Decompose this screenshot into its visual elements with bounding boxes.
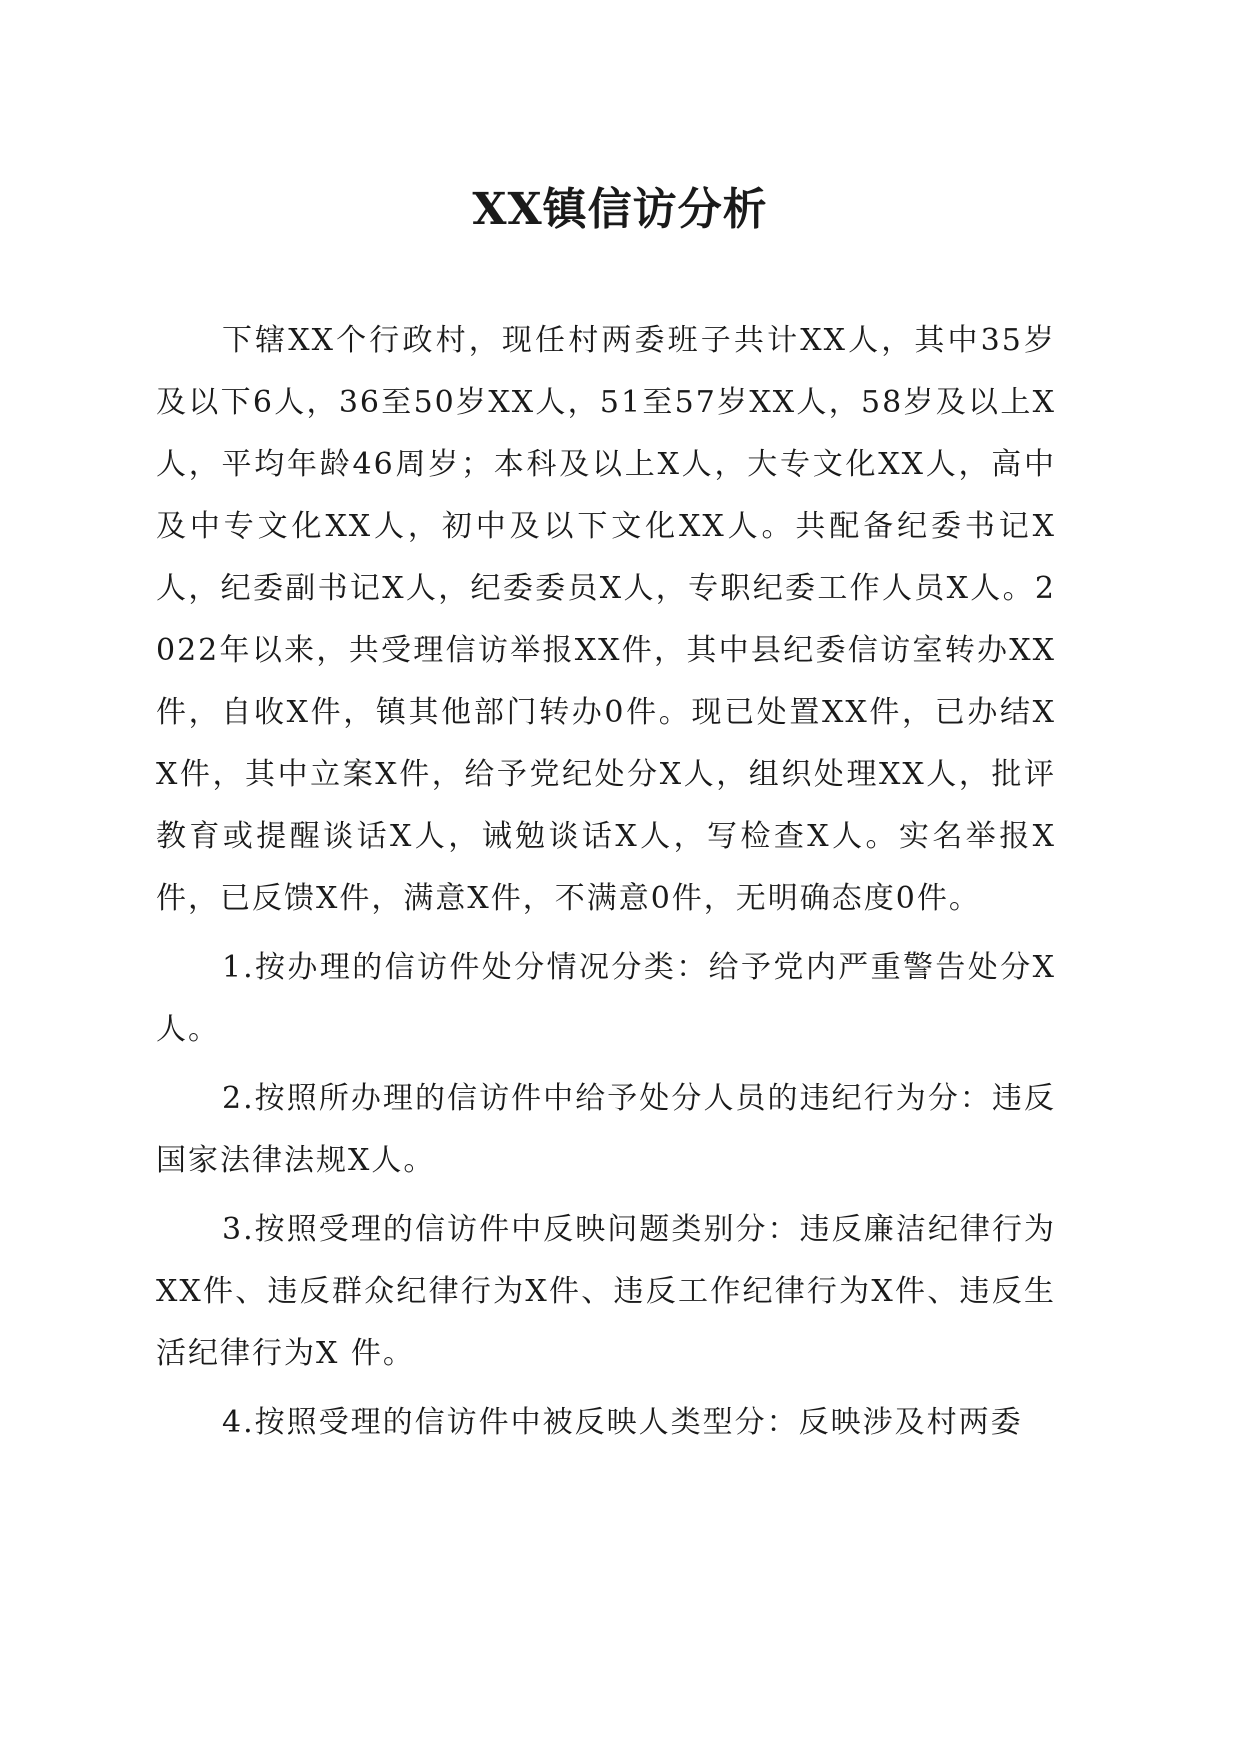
paragraph-item-1: 1.按办理的信访件处分情况分类：给予党内严重警告处分X人。 <box>156 950 1056 1047</box>
paragraph-overview: 下辖XX个行政村，现任村两委班子共计XX人，其中35岁及以下6人，36至50岁XX人，51至57岁XX人，58岁及以上X人，平均年龄46周岁；本科及以上X人，大专文化XX人，高中及中专文化XX人，初中及以下文化XX人。共配备纪委书记X人，纪委副书记X人，纪委委员X人，专职纪委工作人员X人。2022年以来，共受理信访举报XX件，其中县纪委信访室转办XX件，自收X件，镇其他部门转办0件。现已处置XX件，已办结XX件，其中立案X件，给予党纪处分X人，组织处理XX人，批评教育或提醒谈话X人，诫勉谈话X人，写检查X人。实名举报X件，已反馈X件，满意X件，不满意0件，无明确态度0件。 <box>156 323 1056 916</box>
paragraph-item-4: 4.按照受理的信访件中被反映人类型分：反映涉及村两委 <box>222 1405 1023 1440</box>
paragraph-item-2: 2.按照所办理的信访件中给予处分人员的违纪行为分：违反国家法律法规X人。 <box>156 1081 1056 1178</box>
document-body <box>156 310 1056 1461</box>
document-title: XX镇信访分析 <box>472 184 768 235</box>
paragraph-item-3: 3.按照受理的信访件中反映问题类别分：违反廉洁纪律行为XX件、违反群众纪律行为X件、违反工作纪律行为X件、违反生活纪律行为X 件。 <box>156 1212 1056 1371</box>
